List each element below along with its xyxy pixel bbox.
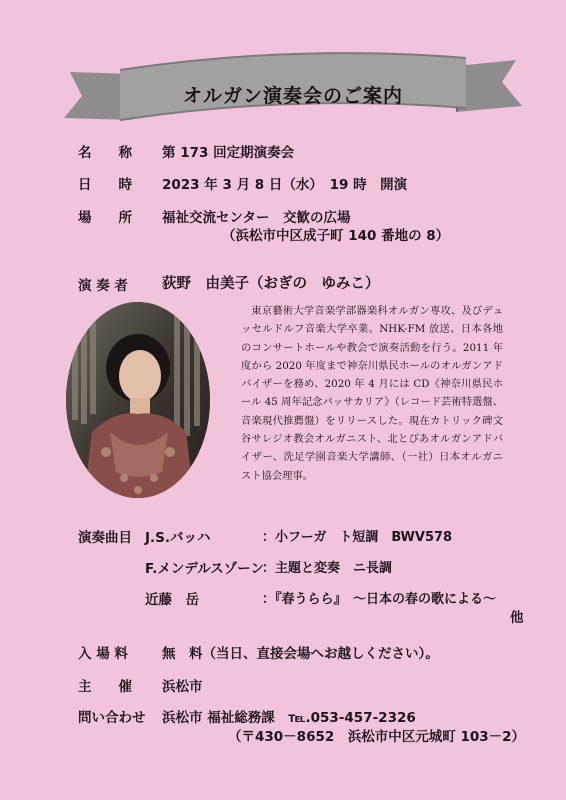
page-title: オルガン演奏会のご案内 [182,85,403,107]
name-label: 名 称 [78,145,132,161]
performer-name: 荻野 由美子（おぎの ゆみこ） [162,276,380,292]
admission-value: 無 料（当日、直接会場へお越しください）。 [162,646,439,662]
name-value: 第 173 回定期演奏会 [162,145,295,161]
program-label: 演奏曲目 [78,530,132,546]
program-work: ：主題と変奏 ニ長調 [262,561,393,576]
place-value: 福祉交流センター 交歓の広場 [162,210,351,226]
title-banner [62,50,524,136]
host-label: 主 催 [78,679,132,695]
contact-value: 浜松市 福祉総務課 ℡.053-457-2326 [162,710,416,726]
performer-photo [66,302,210,498]
contact-label: 問い合わせ [78,710,146,726]
program-composer: J.S.バッハ [145,530,211,546]
program-composer: F.メンデルスゾーン [145,561,265,577]
place-label: 場 所 [78,210,132,226]
program-composer: 近藤 岳 [145,592,199,608]
program-etc: 他 [510,610,524,626]
performer-label: 演 奏 者 [78,278,128,294]
place-address: （浜松市中区成子町 140 番地の 8） [222,228,450,244]
program-work: ：『春うらら』 ～日本の春の歌による～ [262,592,497,607]
date-value: 2023 年 3 月 8 日（水） 19 時 開演 [162,177,408,193]
contact-address: （〒430－8652 浜松市中区元城町 103－2） [228,729,526,745]
date-label: 日 時 [78,177,132,193]
performer-bio: 東京藝術大学音楽学部器楽科オルガン専攻、及びデュッセルドルフ音楽大学卒業。NHK-FM 放送、日本各地のコンサートホールや教会で演奏活動を行う。2011 年度から 2020 年度まで神奈川県民ホールのオルガンアドバイザーを務め、2020 年 4 月には CD《神奈川県民ホール 45 周年記念パッサカリア》（レコード芸術特選盤、音楽現代推薦盤）をリリースした。現在カトリック碑文谷サレジオ教会オルガニスト、北とぴあオルガンアドバイザー、洗足学園音楽大学講師、（一社）日本オルガニスト協会理事。 [241,305,503,482]
host-value: 浜松市 [162,679,203,695]
program-work: ：小フーガ ト短調 BWV578 [262,530,453,545]
admission-label: 入 場 料 [78,646,128,662]
